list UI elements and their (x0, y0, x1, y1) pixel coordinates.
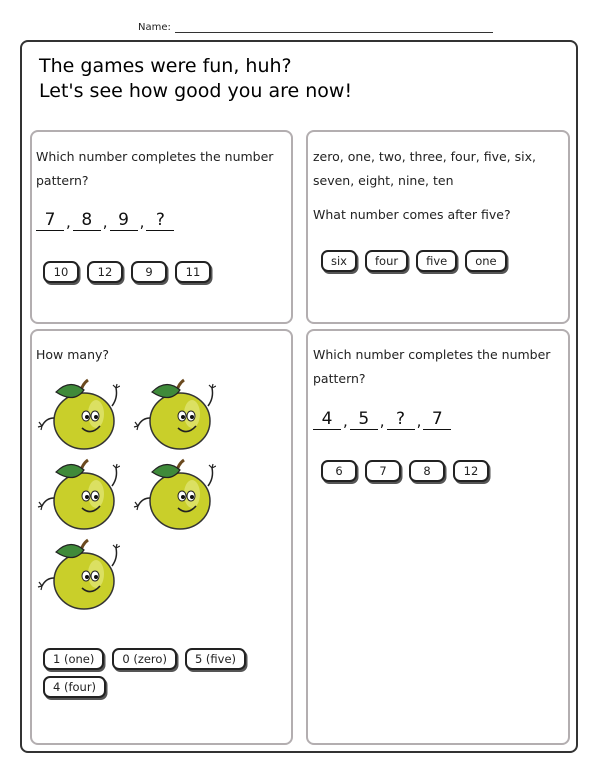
answer-option[interactable]: 4 (four) (43, 676, 106, 698)
answer-option[interactable]: 6 (321, 460, 357, 482)
apple-icon (36, 454, 120, 532)
answer-options-4 (321, 460, 489, 482)
pattern-term: 7 (36, 210, 64, 231)
question-3-prompt: How many? (36, 347, 110, 362)
question-1-prompt: Which number completes the number pattern? (36, 149, 274, 188)
answer-option[interactable]: 5 (five) (185, 648, 246, 670)
answer-option[interactable]: 9 (131, 261, 167, 283)
pattern-blank: ? (387, 409, 415, 430)
pattern-term: 5 (350, 409, 378, 430)
number-pattern-1: 7 , 8 , 9 , ? (36, 210, 174, 231)
pattern-blank: ? (146, 210, 174, 231)
title-line-2: Let's see how good you are now! (39, 80, 353, 102)
answer-option[interactable]: 12 (87, 261, 123, 283)
question-2-prompt: What number comes after five? (313, 207, 511, 222)
answer-option[interactable]: 10 (43, 261, 79, 283)
answer-option[interactable]: five (416, 250, 457, 272)
apple-icon (132, 454, 216, 532)
name-field (138, 22, 493, 33)
apple-icon (132, 374, 216, 452)
number-words: zero, one, two, three, four, five, six, seven, eight, nine, ten (313, 149, 536, 188)
question-4-prompt: Which number completes the number pattern? (313, 347, 551, 386)
name-line[interactable] (175, 24, 493, 33)
answer-option[interactable]: 11 (175, 261, 211, 283)
apple-icon (36, 534, 120, 612)
apple-icon (36, 374, 120, 452)
answer-options-1 (43, 261, 211, 283)
answer-option[interactable]: four (365, 250, 408, 272)
title-line-1: The games were fun, huh? (39, 55, 292, 77)
pattern-term: 4 (313, 409, 341, 430)
answer-option[interactable]: one (465, 250, 506, 272)
answer-option[interactable]: 1 (one) (43, 648, 104, 670)
pattern-term: 9 (110, 210, 138, 231)
answer-option[interactable]: 7 (365, 460, 401, 482)
answer-options-3 (43, 648, 283, 698)
pattern-term: 7 (423, 409, 451, 430)
answer-option[interactable]: 0 (zero) (112, 648, 177, 670)
page-title (39, 54, 352, 104)
answer-options-2 (321, 250, 507, 272)
answer-option[interactable]: 8 (409, 460, 445, 482)
name-label: Name: (138, 22, 171, 33)
answer-option[interactable]: six (321, 250, 357, 272)
answer-option[interactable]: 12 (453, 460, 489, 482)
number-pattern-2: 4 , 5 , ? , 7 (313, 409, 451, 430)
pattern-term: 8 (73, 210, 101, 231)
question-card-pattern-2 (306, 329, 570, 745)
